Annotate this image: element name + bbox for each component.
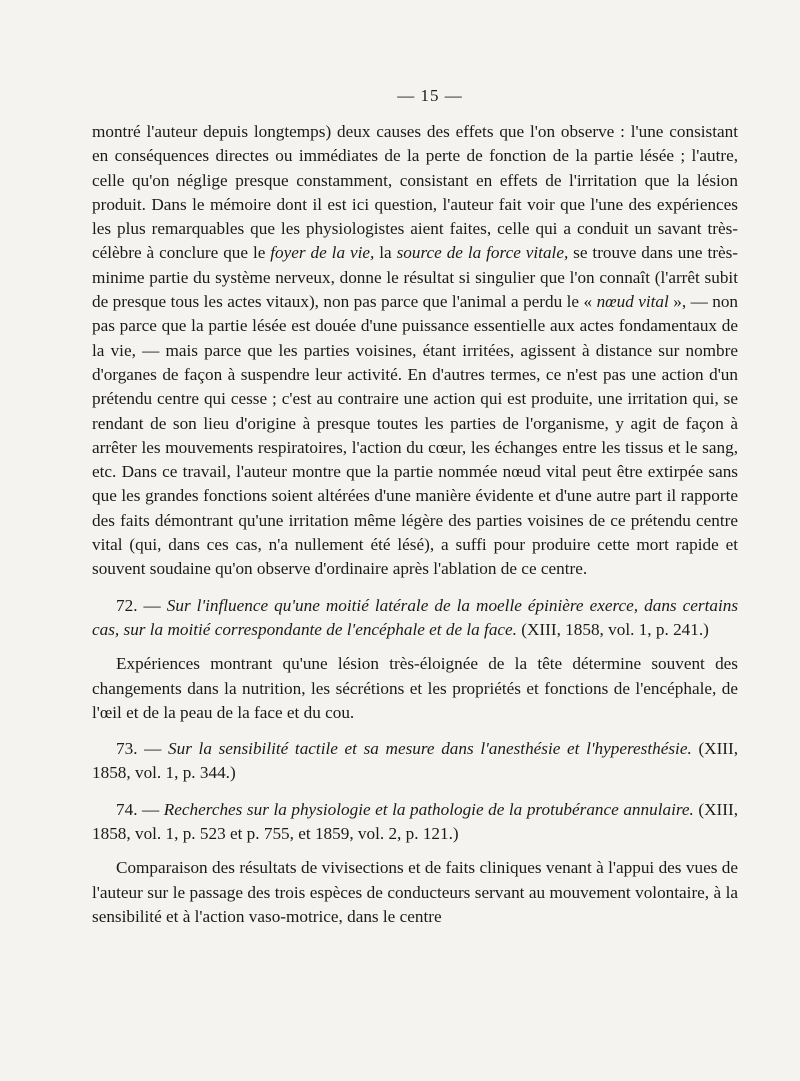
entry-reference: (XIII, 1858, vol. 1, p. 344.) xyxy=(92,739,739,783)
entry-73-heading xyxy=(92,737,738,786)
entry-72-body: Expériences montrant qu'une lésion très-éloignée de la tête détermine souvent des changements dans la nutrition, les sécrétions et les propriétés et fonctions de l'encéphale, de l'œil et de la peau de la face et du cou. xyxy=(92,654,738,722)
entry-title: Sur la sensibilité tactile et sa mesure dans l'anesthésie et l'hyperesthésie. xyxy=(168,739,692,759)
entry-72-heading xyxy=(92,594,738,643)
intro-italic-foyer: foyer de la vie, xyxy=(270,243,375,263)
entry-number: 73. — xyxy=(116,739,162,759)
intro-text-4: », — non pas parce que la partie lésée est douée d'une puissance essentielle aux actes fondamentaux de la vie, — mais parce que les parties voisines, étant irritées, agissent à distance sur nombre d'organes de façon à suspendre leur activité. En d'autres termes, ce n'est pas une action d'un prétendu centre qui cesse ; c'est au contraire une action qui est produite, une irritation qui, se rendant de son lieu d'origine à presque toutes les parties de l'organisme, y agit de façon à arrêter les mouvements respiratoires, l'action du cœur, les échanges entre les tissus et le sang, etc. Dans ce travail, l'auteur montre que la partie nommée nœud vital peut être extirpée sans que les grandes fonctions soient altérées d'une manière évidente et d'une autre part il rapporte des faits démontrant qu'une irritation même légère des parties voisines de ce prétendu centre vital (qui, dans ces cas, n'a nullement été lésé), a suffi pour produire cette mort rapide et souvent soudaine qu'on observe d'ordinaire après l'ablation de ce centre. xyxy=(92,292,739,579)
entry-72 xyxy=(92,594,738,725)
intro-text-3: se trouve dans une très-minime partie du système nerveux, donne le résultat si singulier que l'on connaît (l'arrêt subit de presque tous les actes vitaux), non pas parce que l'animal a perdu le « xyxy=(92,243,738,312)
intro-italic-noeud: nœud vital xyxy=(596,292,669,312)
intro-text-2: la xyxy=(374,243,397,263)
page-number: — 15 — xyxy=(397,86,463,105)
entry-number: 74. — xyxy=(116,799,160,819)
entry-74-body: Comparaison des résultats de vivisections et de faits cliniques venant à l'appui des vues de l'auteur sur le passage des trois espèces de conducteurs servant au mouvement volontaire, à la sensibilité et à l'action vaso-motrice, dans le centre xyxy=(92,858,738,926)
entry-74 xyxy=(92,798,738,929)
intro-paragraph xyxy=(92,120,738,582)
entry-title: Sur l'influence qu'une moitié latérale de la moelle épinière exerce, dans certains cas, sur la moitié correspondante de l'encéphale et de la face. xyxy=(92,595,739,639)
entry-73 xyxy=(92,737,738,786)
entry-reference: (XIII, 1858, vol. 1, p. 523 et p. 755, et 1859, vol. 2, p. 121.) xyxy=(92,799,739,844)
entry-title: Recherches sur la physiologie et la pathologie de la protubérance annulaire. xyxy=(163,799,694,819)
intro-text-1: montré l'auteur depuis longtemps) deux causes des effets que l'on observe : l'une consistant en conséquences directes ou immédiates de la perte de fonction de la partie lésée ; l'autre, celle qu'on néglige presque constamment, consistant en effets de l'irritation que la lésion produit. Dans le mémoire dont il est ici question, l'auteur fait voir que l'une des expériences les plus remarquables que les physiologistes aient faites, celle qui a conduit un savant très-célèbre à conclure que le xyxy=(92,122,738,263)
entry-reference: (XIII, 1858, vol. 1, p. 241.) xyxy=(521,619,709,639)
intro-italic-source: source de la force vitale, xyxy=(396,243,569,263)
entry-number: 72. — xyxy=(116,595,161,615)
entry-74-heading xyxy=(92,798,738,847)
